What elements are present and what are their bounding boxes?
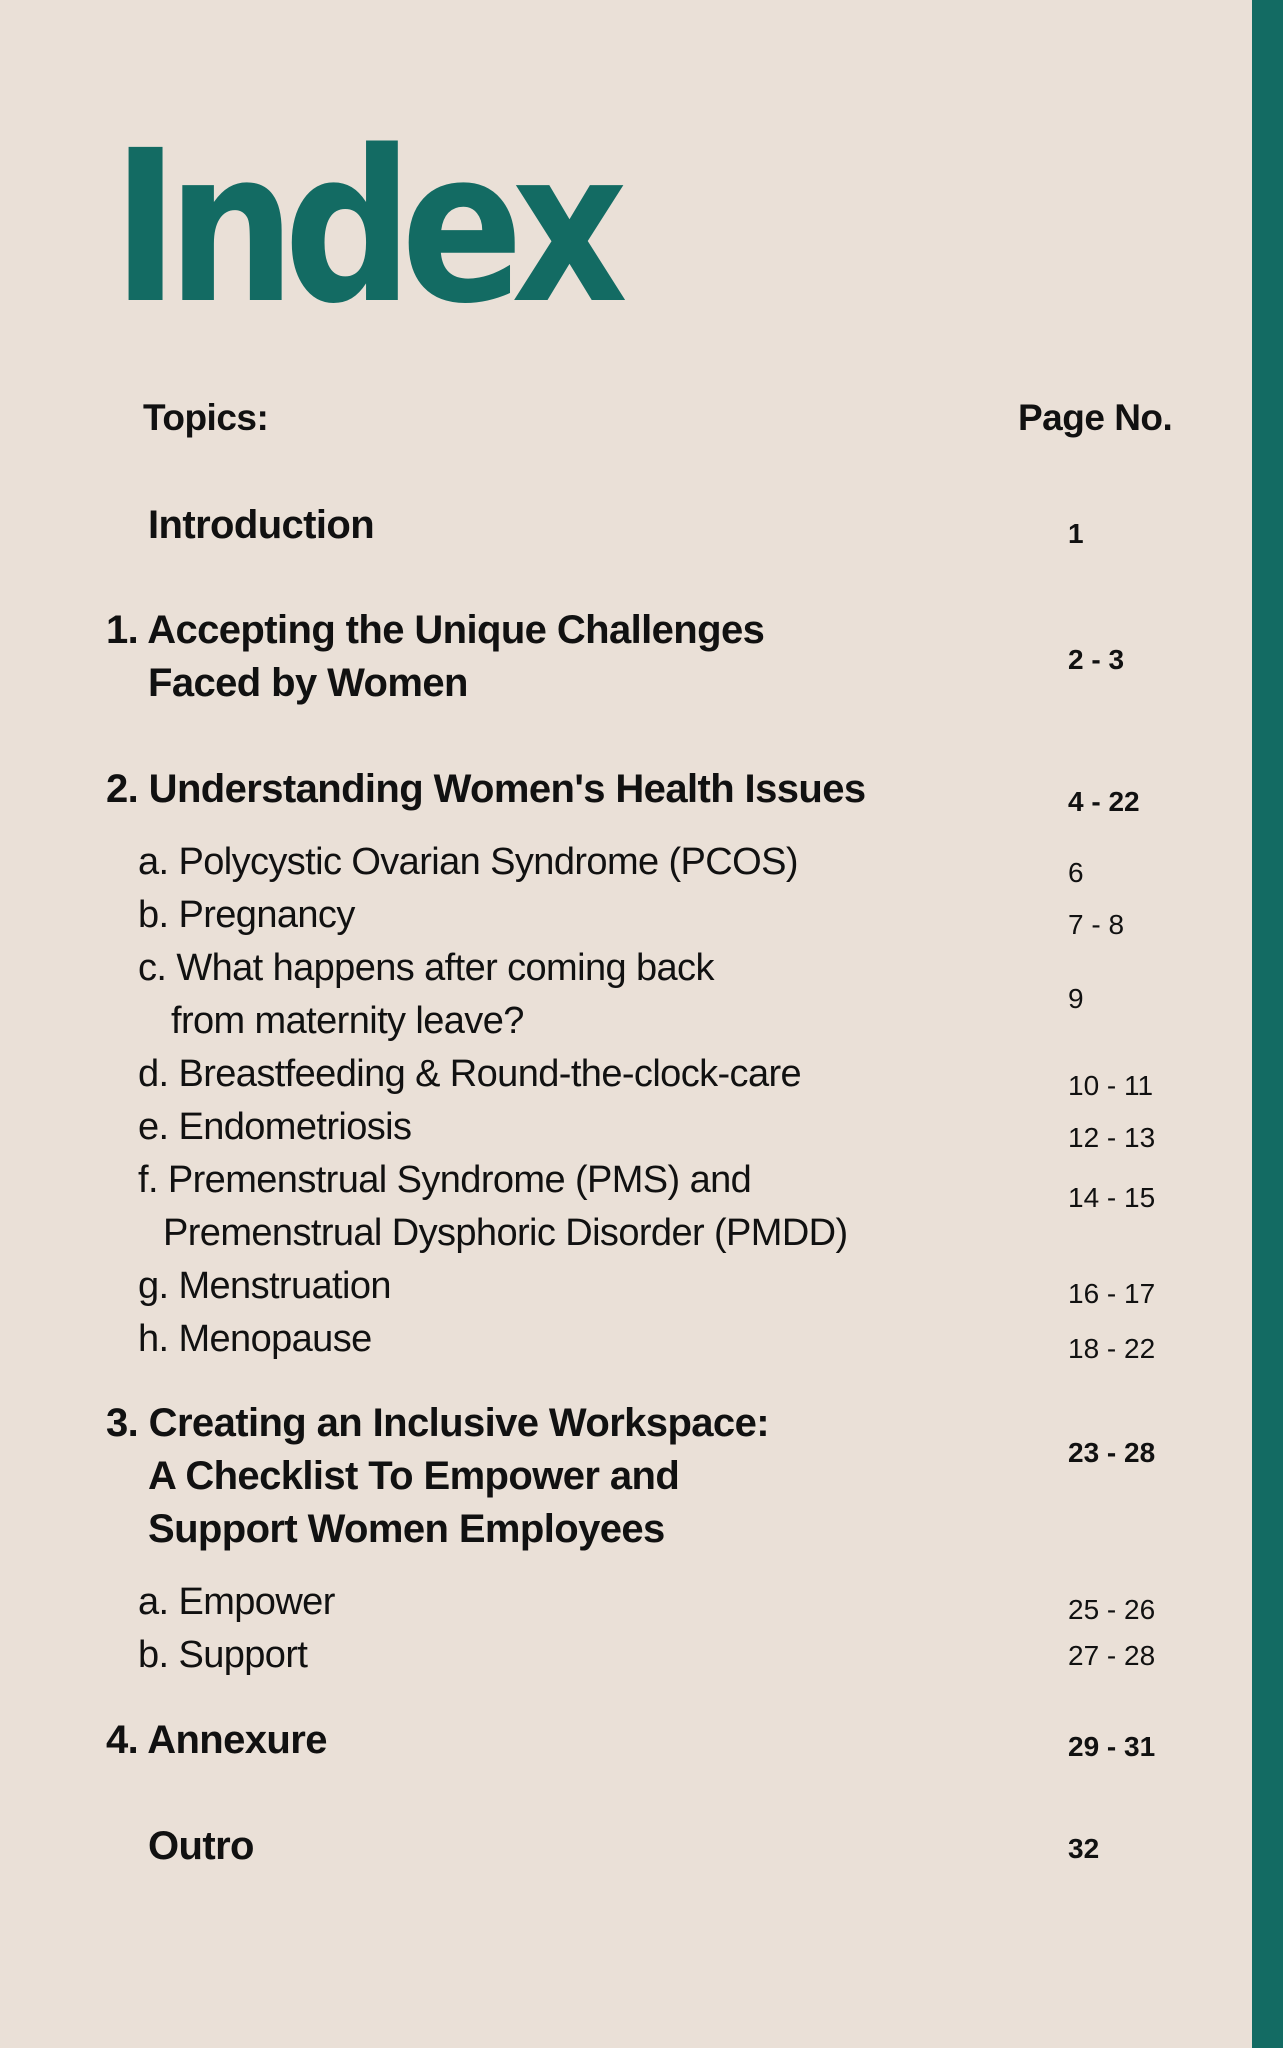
toc-page-2h: 18 - 22 <box>1068 1333 1156 1364</box>
toc-entry-introduction: Introduction <box>148 503 375 547</box>
toc-entry-2f: f. Premenstrual Syndrome (PMS) and <box>138 1159 752 1201</box>
toc-entry-2f-line-2: Premenstrual Dysphoric Disorder (PMDD) <box>163 1212 848 1254</box>
toc-page-3a: 25 - 26 <box>1068 1594 1156 1625</box>
toc-entry-section-3-line-2: A Checklist To Empower and <box>148 1454 680 1498</box>
toc-page-2d: 10 - 11 <box>1068 1070 1154 1101</box>
toc-entry-section-1: 1. Accepting the Unique Challenges <box>106 608 765 652</box>
toc-entry-2c: c. What happens after coming back <box>138 947 714 989</box>
toc-entry-2d: d. Breastfeeding & Round-the-clock-care <box>138 1053 802 1095</box>
toc-entry-2e: e. Endometriosis <box>138 1106 412 1148</box>
toc-page-2g: 16 - 17 <box>1068 1278 1156 1309</box>
toc-page-outro: 32 <box>1068 1833 1100 1864</box>
toc-page-2e: 12 - 13 <box>1068 1122 1156 1153</box>
toc-page-section-2: 4 - 22 <box>1068 786 1140 817</box>
toc-entry-section-3-line-3: Support Women Employees <box>148 1507 665 1551</box>
toc-entry-section-3: 3. Creating an Inclusive Workspace: <box>106 1401 769 1445</box>
page-number-header: Page No. <box>1018 397 1173 438</box>
toc-page-3b: 27 - 28 <box>1068 1640 1156 1671</box>
toc-page-section-3: 23 - 28 <box>1068 1437 1156 1468</box>
toc-entry-outro: Outro <box>148 1824 254 1868</box>
toc-entry-section-1-line-2: Faced by Women <box>148 661 468 705</box>
toc-entry-2h: h. Menopause <box>138 1318 372 1360</box>
toc-entry-3a: a. Empower <box>138 1581 335 1623</box>
toc-entry-2c-line-2: from maternity leave? <box>171 1000 524 1042</box>
toc-entry-section-4: 4. Annexure <box>106 1718 327 1762</box>
toc-page-section-1: 2 - 3 <box>1068 644 1125 675</box>
topics-header: Topics: <box>143 397 269 438</box>
toc-entry-3b: b. Support <box>138 1634 308 1676</box>
toc-page-2a: 6 <box>1068 857 1084 888</box>
page-title: Index <box>112 105 616 350</box>
toc-entry-2a: a. Polycystic Ovarian Syndrome (PCOS) <box>138 841 798 883</box>
toc-entry-2b: b. Pregnancy <box>138 894 355 936</box>
accent-side-bar <box>1252 0 1283 2048</box>
toc-entry-section-2: 2. Understanding Women's Health Issues <box>106 767 866 811</box>
toc-page-introduction: 1 <box>1068 518 1084 549</box>
toc-entry-2g: g. Menstruation <box>138 1265 391 1307</box>
toc-page-2f: 14 - 15 <box>1068 1182 1156 1213</box>
toc-page-section-4: 29 - 31 <box>1068 1731 1156 1762</box>
toc-page-2c: 9 <box>1068 983 1084 1014</box>
toc-page-2b: 7 - 8 <box>1068 909 1125 940</box>
